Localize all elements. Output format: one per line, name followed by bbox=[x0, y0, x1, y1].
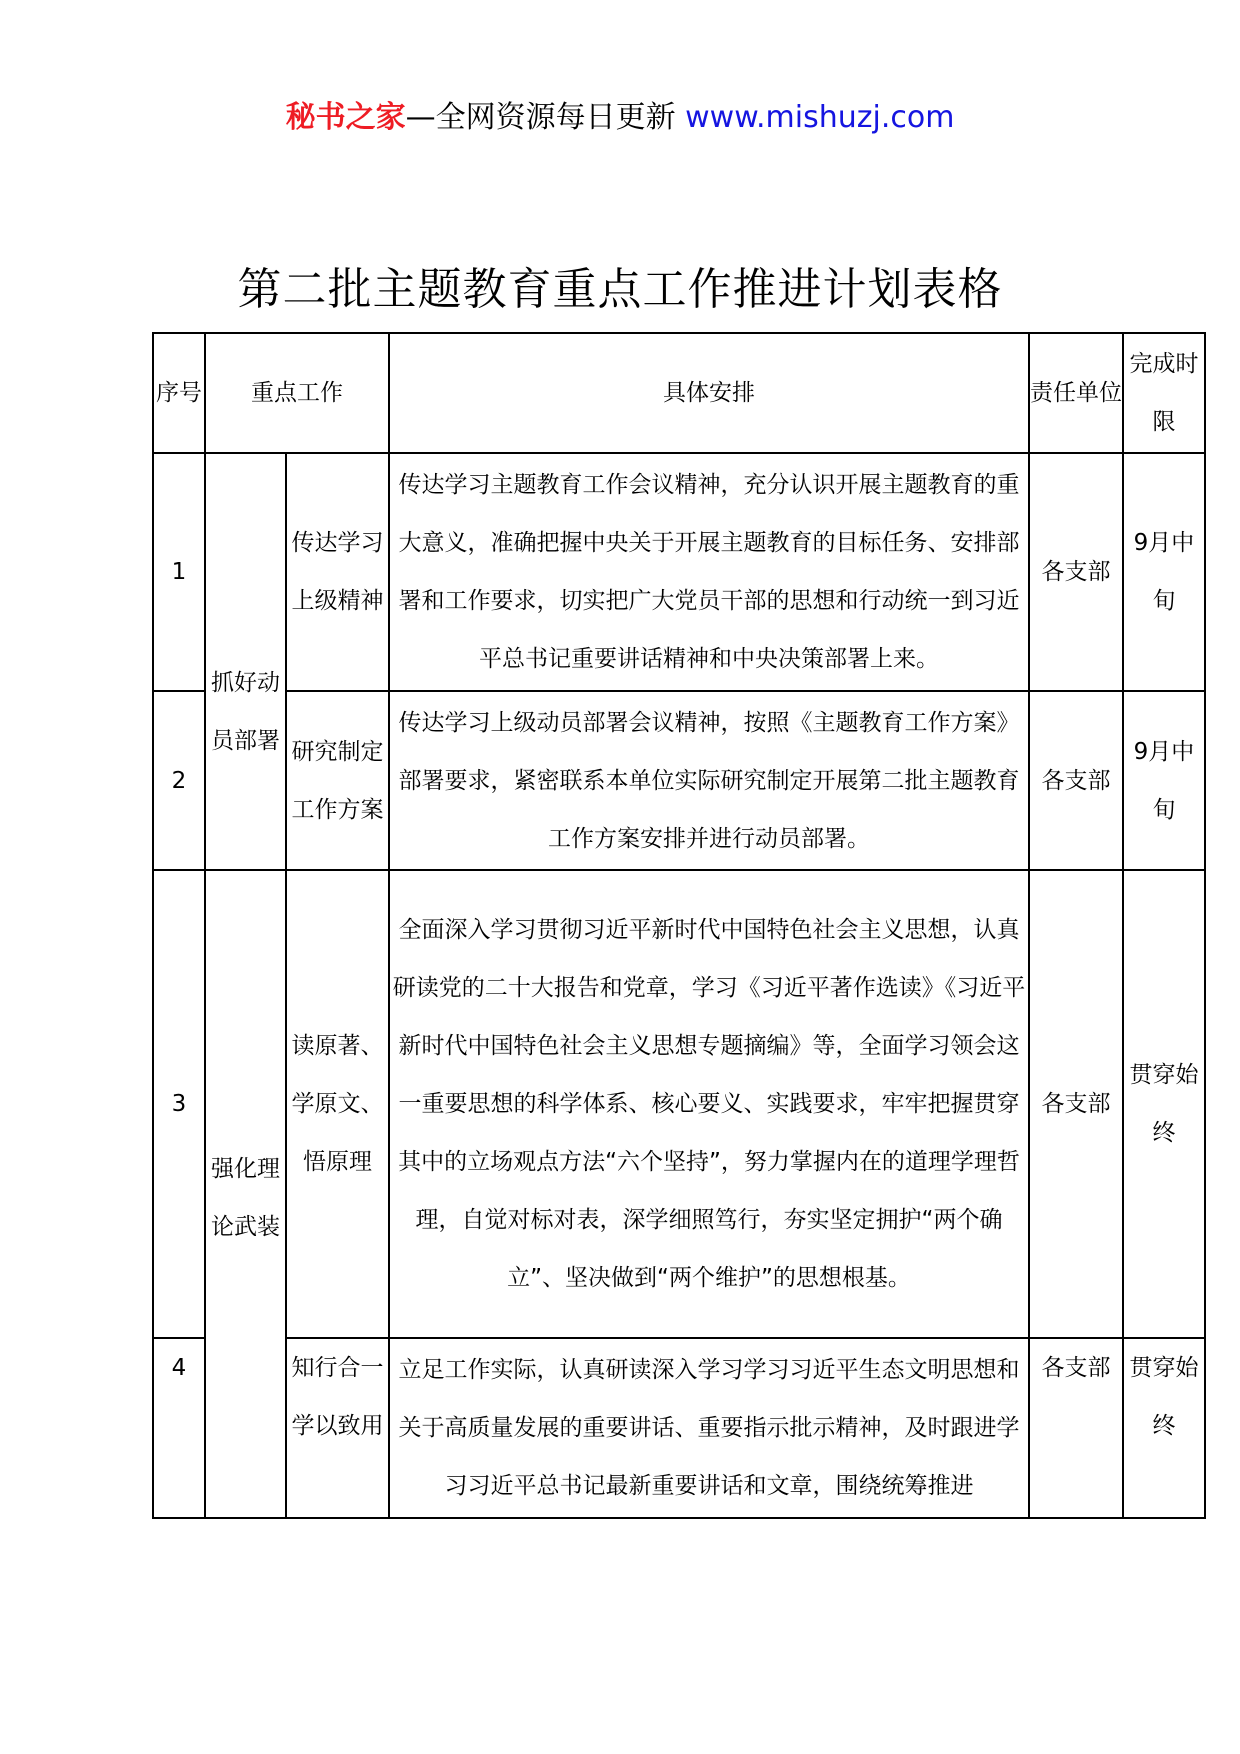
row-unit: 各支部 bbox=[1029, 691, 1123, 870]
row-deadline: 贯穿始终 bbox=[1123, 870, 1205, 1338]
table-row bbox=[153, 870, 1205, 1338]
row-deadline: 贯穿始终 bbox=[1123, 1338, 1205, 1518]
row-no: 4 bbox=[153, 1338, 205, 1518]
document-title: 第二批主题教育重点工作推进计划表格 bbox=[237, 264, 1003, 315]
row-detail: 立足工作实际，认真研读深入学习学习习近平生态文明思想和关于高质量发展的重要讲话、重要指示批示精神，及时跟进学习习近平总书记最新重要讲话和文章，围绕统筹推进 bbox=[389, 1338, 1029, 1518]
row-unit: 各支部 bbox=[1029, 453, 1123, 691]
group-label-theory: 强化理论武装 bbox=[205, 870, 286, 1518]
header-no: 序号 bbox=[153, 333, 205, 453]
row-unit: 各支部 bbox=[1029, 870, 1123, 1338]
table-row bbox=[153, 453, 1205, 691]
group-label-mobilize: 抓好动员部署 bbox=[205, 453, 286, 870]
row-no: 1 bbox=[153, 453, 205, 691]
header-detail: 具体安排 bbox=[389, 333, 1029, 453]
banner-url[interactable]: www.mishuzj.com bbox=[685, 100, 955, 135]
row-deadline: 9月中旬 bbox=[1123, 453, 1205, 691]
table-row bbox=[153, 1338, 1205, 1518]
site-banner bbox=[0, 98, 1240, 138]
row-detail: 全面深入学习贯彻习近平新时代中国特色社会主义思想，认真研读党的二十大报告和党章，学习《习近平著作选读》《习近平新时代中国特色社会主义思想专题摘编》等，全面学习领会这一重要思想的科学体系、核心要义、实践要求，牢牢把握贯穿其中的立场观点方法“六个坚持”，努力掌握内在的道理学理哲理，自觉对标对表，深学细照笃行，夯实坚定拥护“两个确立”、坚决做到“两个维护”的思想根基。 bbox=[389, 870, 1029, 1338]
row-task: 知行合一学以致用 bbox=[286, 1338, 389, 1518]
row-detail: 传达学习主题教育工作会议精神，充分认识开展主题教育的重大意义，准确把握中央关于开展主题教育的目标任务、安排部署和工作要求，切实把广大党员干部的思想和行动统一到习近平总书记重要讲话精神和中央决策部署上来。 bbox=[389, 453, 1029, 691]
row-deadline: 9月中旬 bbox=[1123, 691, 1205, 870]
header-deadline: 完成时限 bbox=[1123, 333, 1205, 453]
row-unit: 各支部 bbox=[1029, 1338, 1123, 1518]
banner-brand: 秘书之家 bbox=[285, 100, 406, 135]
table-header-row bbox=[153, 333, 1205, 453]
row-task: 读原著、学原文、悟原理 bbox=[286, 870, 389, 1338]
header-unit: 责任单位 bbox=[1029, 333, 1123, 453]
row-no: 2 bbox=[153, 691, 205, 870]
row-task: 传达学习上级精神 bbox=[286, 453, 389, 691]
header-work: 重点工作 bbox=[205, 333, 389, 453]
plan-table bbox=[152, 332, 1206, 1519]
banner-tagline: —全网资源每日更新 bbox=[405, 100, 686, 135]
row-no: 3 bbox=[153, 870, 205, 1338]
row-detail: 传达学习上级动员部署会议精神，按照《主题教育工作方案》部署要求，紧密联系本单位实际研究制定开展第二批主题教育工作方案安排并进行动员部署。 bbox=[389, 691, 1029, 870]
row-task: 研究制定工作方案 bbox=[286, 691, 389, 870]
table-row bbox=[153, 691, 1205, 870]
